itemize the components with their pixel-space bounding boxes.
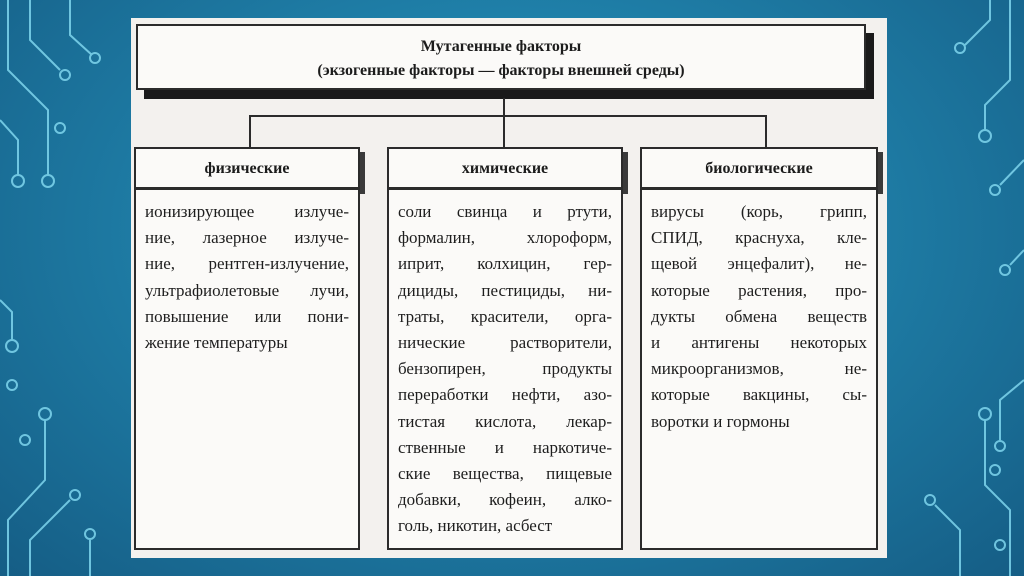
scanned-diagram [131,18,887,558]
text-line: переработки нефти, азо- [398,385,612,405]
text-line: ние, рентген-излучение, [145,254,349,274]
text-line: голь, никотин, асбест [398,516,553,536]
text-line: повышение или пони- [145,306,349,326]
text-line: вирусы (корь, грипп, [651,202,867,221]
text-line: дукты обмена веществ [651,306,867,326]
title-box [136,24,866,90]
text-line: и антигены некоторых [651,333,867,353]
text-line: щевой энцефалит), не- [651,254,867,274]
category-header-chemical [387,147,623,189]
text-line: иприт, колхицин, гер- [398,254,612,274]
text-line: ультрафиолетовые лучи, [145,280,349,300]
text-line: ние, лазерное излуче- [145,228,349,248]
text-line: микроорганизмов, не- [651,359,867,379]
text-line: соли свинца и ртути, [398,202,612,221]
category-header-biological [640,147,878,189]
text-line: траты, красители, орга- [398,306,612,326]
text-line: СПИД, краснуха, кле- [651,228,867,248]
category-body-biological [640,188,878,550]
text-line: которые растения, про- [651,280,867,300]
connector-bar [249,115,767,117]
text-line: жение температуры [145,333,288,353]
text-line: нические растворители, [398,333,612,353]
connector-left [249,115,251,147]
category-header-physical [134,147,360,189]
text-line: ские вещества, пищевые [398,464,612,484]
category-title: биологические [705,160,813,177]
category-body-physical [134,188,360,550]
text-line: бензопирен, продукты [398,359,612,379]
category-title: химические [461,160,549,177]
text-line: дициды, пестициды, ни- [398,280,612,300]
text-line: ственные и наркотиче- [398,437,612,457]
text-line: добавки, кофеин, алко- [398,490,612,510]
text-line: которые вакцины, сы- [651,385,867,405]
diagram-subtitle: (экзогенные факторы — факторы внешней среды) [317,62,685,79]
text-line: ионизирующее излуче- [145,202,349,221]
text-line: воротки и гормоны [651,411,790,431]
connector-trunk [503,98,505,116]
category-body-chemical [387,188,623,550]
diagram-title: Мутагенные факторы [420,38,582,55]
connector-right [765,115,767,147]
category-title: физические [204,160,290,177]
text-line: тистая кислота, лекар- [398,411,612,431]
text-line: формалин, хлороформ, [398,228,612,248]
connector-middle [503,115,505,147]
